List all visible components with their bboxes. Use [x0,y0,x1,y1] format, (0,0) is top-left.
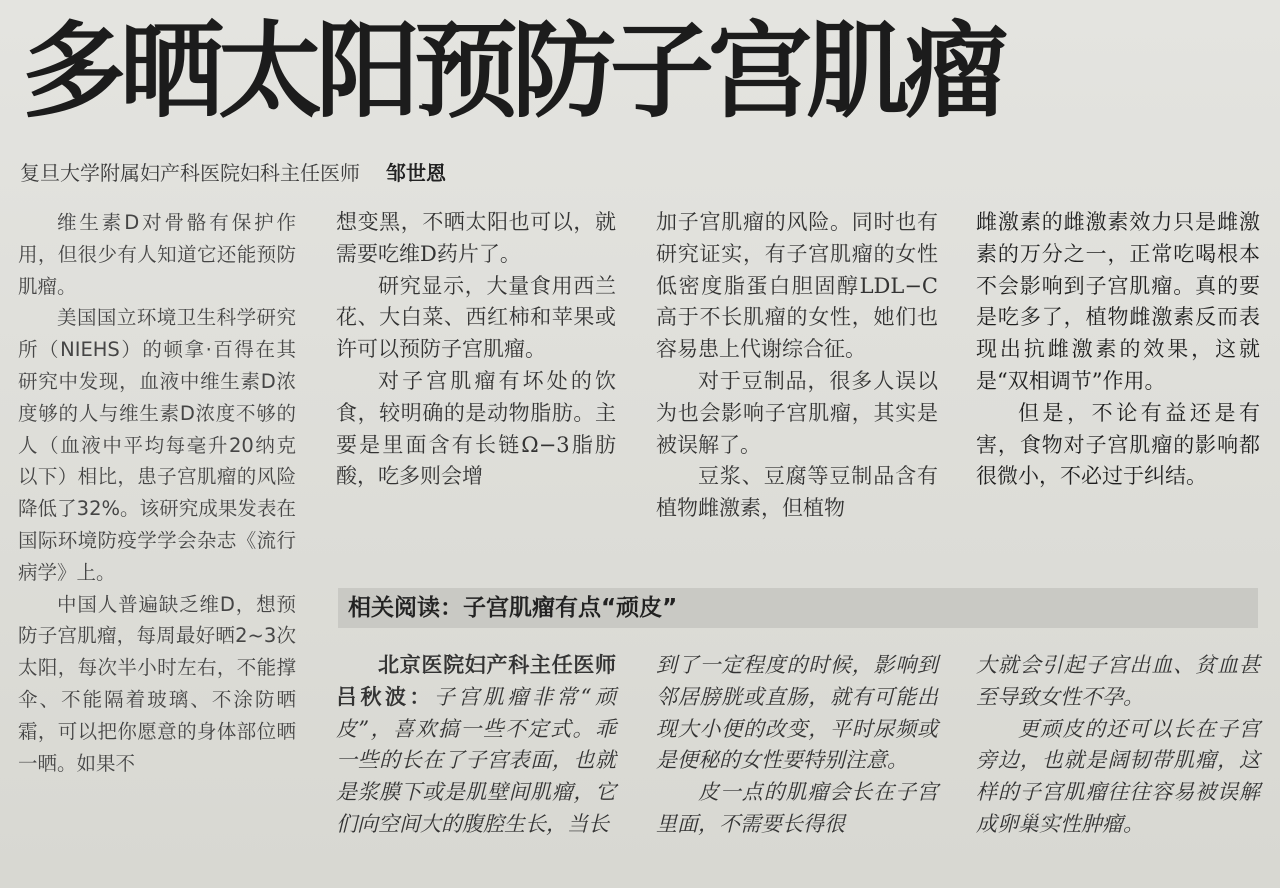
paragraph: 对于豆制品，很多人误以为也会影响子宫肌瘤，其实是被误解了。 [656,368,938,457]
paragraph: 对子宫肌瘤有坏处的饮食，较明确的是动物脂肪。主要是里面含有长链Ω−3脂肪酸，吃多则会增 [336,368,616,489]
related-column-2 [656,650,938,841]
paragraph: 维生素D对骨骼有保护作用，但很少有人知道它还能预防肌瘤。 [18,211,296,298]
paragraph: 中国人普遍缺乏维D，想预防子宫肌瘤，每周最好晒2~3次太阳，每次半小时左右，不能撑伞、不能隔着玻璃、不涂防晒霜，可以把你愿意的身体部位晒一晒。如果不 [18,592,296,775]
article-column-1 [18,207,296,779]
byline-author: 邹世恩 [386,161,446,185]
paragraph: 但是，不论有益还是有害，食物对子宫肌瘤的影响都很微小，不必过于纠结。 [976,400,1260,489]
paragraph: 加子宫肌瘤的风险。同时也有研究证实，有子宫肌瘤的女性低密度脂蛋白胆固醇LDL−C高于不长肌瘤的女性，她们也容易患上代谢综合征。 [656,210,938,362]
paragraph: 更顽皮的还可以长在子宫旁边，也就是阔韧带肌瘤，这样的子宫肌瘤往往容易被误解成卵巢实性肿瘤。 [976,716,1260,836]
related-reading-banner [338,588,1258,628]
paragraph: 想变黑，不晒太阳也可以，就需要吃维D药片了。 [336,210,616,266]
byline-affiliation: 复旦大学附属妇产科医院妇科主任医师 [20,161,360,185]
paragraph: 雌激素的雌激素效力只是雌激素的万分之一，正常吃喝根本不会影响到子宫肌瘤。真的要是吃多了，植物雌激素反而表现出抗雌激素的效果，这就是“双相调节”作用。 [976,210,1260,393]
paragraph: 皮一点的肌瘤会长在子宫里面，不需要长得很 [656,780,938,836]
paragraph: 大就会引起子宫出血、贫血甚至导致女性不孕。 [976,653,1260,709]
article-column-3 [656,207,938,525]
article-column-4 [976,207,1260,493]
paragraph: 研究显示，大量食用西兰花、大白菜、西红柿和苹果或许可以预防子宫肌瘤。 [336,273,616,362]
paragraph [336,650,616,841]
article-column-2 [336,207,616,493]
paragraph: 豆浆、豆腐等豆制品含有植物雌激素，但植物 [656,464,938,521]
paragraph: 到了一定程度的时候，影响到邻居膀胱或直肠，就有可能出现大小便的改变，平时尿频或是便秘的女性要特别注意。 [656,653,938,773]
related-reading-heading: 相关阅读：子宫肌瘤有点“顽皮” [348,595,678,621]
headline: 多晒太阳预防子宫肌瘤 [22,10,1003,132]
related-column-3 [976,650,1260,841]
paragraph: 美国国立环境卫生科学研究所（NIEHS）的顿拿·百得在其研究中发现，血液中维生素D浓度够的人与维生素D浓度不够的人（血液中平均每毫升20纳克以下）相比，患子宫肌瘤的风险降低了32%。该研究成果发表在国际环境防疫学学会杂志《流行病学》上。 [18,306,296,584]
related-lead: 北京医院妇产科主任医师吕秋波： [336,653,616,709]
related-text: 子宫肌瘤非常“顽皮”，喜欢搞一些不定式。乖一些的长在了子宫表面，也就是浆膜下或是肌壁间肌瘤，它们向空间大的腹腔生长，当长 [336,684,616,836]
byline [20,158,446,188]
related-column-1 [336,650,616,841]
